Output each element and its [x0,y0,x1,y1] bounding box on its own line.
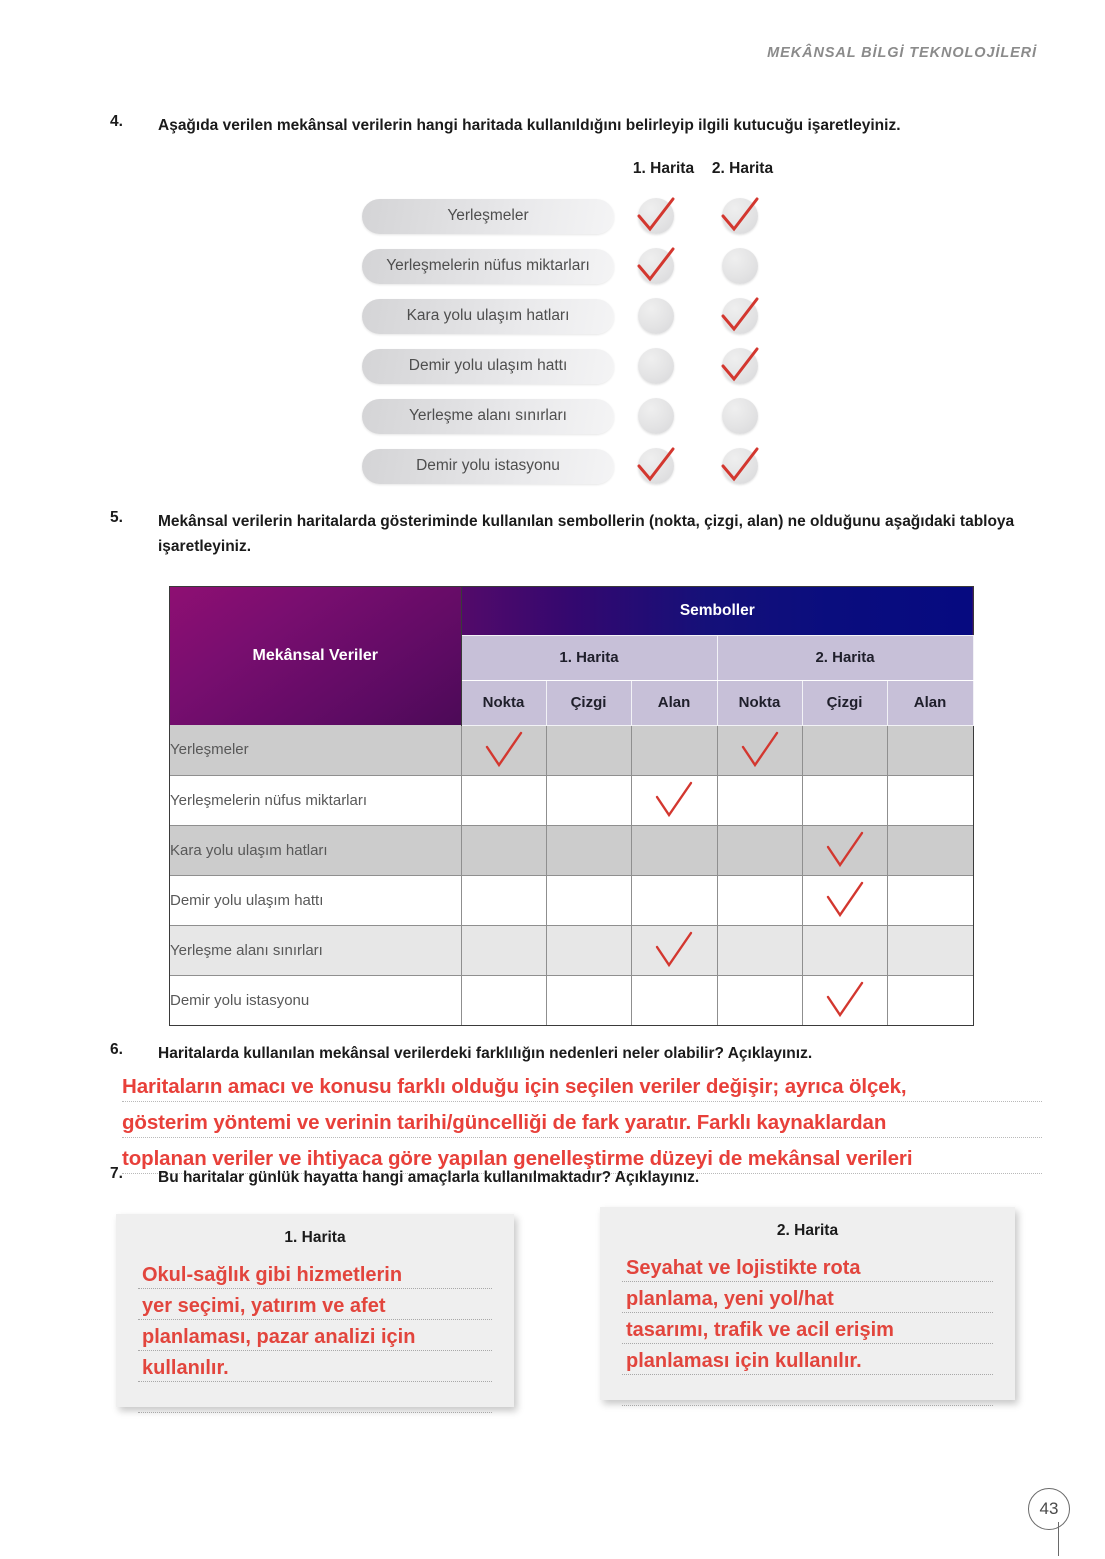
answer-text: yer seçimi, yatırım ve afet [142,1295,386,1317]
check-icon [737,729,783,771]
question-4-matrix [362,160,782,494]
table-cell[interactable] [546,875,631,925]
table-cell[interactable] [887,775,973,825]
table-cell[interactable] [717,725,802,775]
table-symbol-header: Çizgi [546,680,631,725]
answer-box-title: 2. Harita [776,1222,839,1239]
table-cell[interactable] [631,775,717,825]
answer-text: kullanılır. [142,1357,229,1379]
q4-row-label: Kara yolu ulaşım hatları [362,299,614,334]
answer-line[interactable] [122,1102,1042,1138]
table-cell[interactable] [461,725,546,775]
check-icon [822,829,868,871]
q4-checkbox-map1[interactable] [614,194,698,238]
q4-column-header-map2: 2. Harita [711,160,774,177]
answer-box-title: 1. Harita [284,1229,346,1246]
table-cell[interactable] [717,825,802,875]
question-5-number: 5. [110,509,123,526]
table-cell[interactable] [546,825,631,875]
question-6-answer[interactable] [122,1066,1042,1174]
question-6-text: Haritalarda kullanılan mekânsal verilerdeki farklılığın nedenleri neler olabilir? Açıklayınız. [158,1045,813,1062]
symbols-table [169,586,974,1026]
answer-text: gösterim yöntemi ve verinin tarihi/güncelliği de fark yaratır. Farklı kaynaklardan [122,1111,887,1134]
table-cell[interactable] [717,975,802,1025]
q4-row [362,244,782,288]
answer-text: Seyahat ve lojistikte rota [626,1257,861,1279]
table-symbol-header: Alan [887,680,973,725]
q4-checkbox-map2[interactable] [698,244,782,288]
bubble-icon [722,348,758,384]
table-corner-header: Mekânsal Veriler [170,587,461,725]
q4-checkbox-map2[interactable] [698,294,782,338]
table-map-header-1: 1. Harita [461,635,717,680]
question-4-heading [110,113,1050,138]
question-6-number: 6. [110,1041,123,1058]
q4-row-label: Yerleşmelerin nüfus miktarları [362,249,614,284]
q4-row [362,294,782,338]
table-cell[interactable] [631,875,717,925]
q4-checkbox-map2[interactable] [698,344,782,388]
q4-row [362,444,782,488]
answer-line[interactable] [138,1258,492,1289]
check-icon [651,929,697,971]
q4-row-label: Demir yolu istasyonu [362,449,614,484]
check-icon [822,879,868,921]
check-icon [822,979,868,1021]
check-icon [651,779,697,821]
q4-checkbox-map2[interactable] [698,194,782,238]
table-row [170,825,973,875]
answer-line[interactable] [138,1382,492,1413]
bubble-icon [722,198,758,234]
q4-checkbox-map2[interactable] [698,394,782,438]
table-row [170,925,973,975]
answer-text: planlaması, pazar analizi için [142,1326,416,1348]
table-cell[interactable] [631,825,717,875]
answer-text: Okul-sağlık gibi hizmetlerin [142,1264,403,1286]
bubble-icon [638,248,674,284]
answer-box-map1[interactable] [116,1214,514,1407]
answer-text: planlaması için kullanılır. [626,1350,862,1372]
q4-checkbox-map1[interactable] [614,444,698,488]
answer-text: Haritaların amacı ve konusu farklı olduğu için seçilen veriler değişir; ayrıca ölçek, [122,1075,907,1098]
table-cell[interactable] [631,975,717,1025]
table-map-header-2: 2. Harita [717,635,973,680]
table-row-label: Yerleşmelerin nüfus miktarları [170,775,461,825]
table-cell[interactable] [887,825,973,875]
q4-checkbox-map1[interactable] [614,294,698,338]
table-cell[interactable] [887,975,973,1025]
q4-column-header-map1: 1. Harita [632,160,695,177]
question-5-text: Mekânsal verilerin haritalarda gösteriminde kullanılan sembollerin (nokta, çizgi, alan) ne olduğunu aşağıdaki tabloya işaretleyiniz. [158,513,1015,556]
table-cell[interactable] [461,925,546,975]
table-cell[interactable] [802,875,887,925]
table-cell[interactable] [717,775,802,825]
table-cell[interactable] [546,975,631,1025]
answer-line[interactable] [138,1351,492,1382]
answer-line[interactable] [622,1344,993,1375]
table-symbol-header: Nokta [717,680,802,725]
table-cell[interactable] [546,725,631,775]
bubble-icon [638,198,674,234]
answer-line[interactable] [622,1313,993,1344]
bubble-icon [638,398,674,434]
question-6-heading [110,1041,1055,1066]
answer-text: planlama, yeni yol/hat [626,1288,834,1310]
table-row [170,975,973,1025]
table-cell[interactable] [461,775,546,825]
table-row [170,775,973,825]
table-row-label: Demir yolu ulaşım hattı [170,875,461,925]
answer-line[interactable] [622,1251,993,1282]
table-row [170,875,973,925]
table-cell[interactable] [461,975,546,1025]
question-7-number: 7. [110,1165,123,1182]
answer-text: tasarımı, trafik ve acil erişim [626,1319,894,1341]
bubble-icon [638,348,674,384]
q4-row [362,194,782,238]
q4-column-headers [624,160,782,178]
table-row-label: Kara yolu ulaşım hatları [170,825,461,875]
q4-row [362,394,782,438]
running-header: MEKÂNSAL BİLGİ TEKNOLOJİLERİ [767,45,1037,61]
table-cell[interactable] [802,825,887,875]
table-row-label: Demir yolu istasyonu [170,975,461,1025]
table-cell[interactable] [802,925,887,975]
table-row-label: Yerleşme alanı sınırları [170,925,461,975]
q4-checkbox-map1[interactable] [614,344,698,388]
table-cell[interactable] [802,775,887,825]
table-cell[interactable] [546,925,631,975]
bubble-icon [638,448,674,484]
table-symbol-header: Çizgi [802,680,887,725]
table-row [170,725,973,775]
question-5-heading [110,509,1055,559]
q4-checkbox-map1[interactable] [614,394,698,438]
table-cell[interactable] [717,925,802,975]
answer-text: toplanan veriler ve ihtiyaca göre yapılan genelleştirme düzeyi de mekânsal verileri [122,1147,913,1170]
table-cell[interactable] [887,725,973,775]
answer-line[interactable] [122,1066,1042,1102]
check-icon [481,729,527,771]
table-row-label: Yerleşmeler [170,725,461,775]
table-cell[interactable] [461,875,546,925]
q4-row-label: Demir yolu ulaşım hattı [362,349,614,384]
q4-checkbox-map2[interactable] [698,444,782,488]
table-group-header: Semboller [461,587,973,635]
table-cell[interactable] [887,925,973,975]
bubble-icon [722,398,758,434]
q4-row [362,344,782,388]
answer-box-map2[interactable] [600,1207,1015,1400]
table-cell[interactable] [631,925,717,975]
answer-box-body[interactable] [600,1251,1015,1420]
table-cell[interactable] [546,775,631,825]
table-symbol-header: Alan [631,680,717,725]
table-cell[interactable] [887,875,973,925]
page-number-badge: 43 [1028,1488,1070,1530]
bubble-icon [722,298,758,334]
bubble-icon [638,298,674,334]
page-number-stem [1058,1522,1059,1556]
q4-checkbox-map1[interactable] [614,244,698,288]
bubble-icon [722,448,758,484]
question-4-number: 4. [110,113,123,130]
answer-box-body[interactable] [116,1258,514,1427]
table-cell[interactable] [461,825,546,875]
bubble-icon [722,248,758,284]
answer-line[interactable] [622,1282,993,1313]
table-cell[interactable] [802,975,887,1025]
table-cell[interactable] [717,875,802,925]
answer-line[interactable] [622,1375,993,1406]
table-cell[interactable] [802,725,887,775]
table-symbol-header: Nokta [461,680,546,725]
question-7-heading [110,1165,1055,1190]
answer-line[interactable] [138,1320,492,1351]
table-cell[interactable] [631,725,717,775]
question-7-text: Bu haritalar günlük hayatta hangi amaçlarla kullanılmaktadır? Açıklayınız. [158,1169,700,1186]
answer-line[interactable] [138,1289,492,1320]
question-4-text: Aşağıda verilen mekânsal verilerin hangi haritada kullanıldığını belirleyip ilgili kutucuğu işaretleyiniz. [158,117,901,134]
q4-row-label: Yerleşmeler [362,199,614,234]
q4-row-label: Yerleşme alanı sınırları [362,399,614,434]
